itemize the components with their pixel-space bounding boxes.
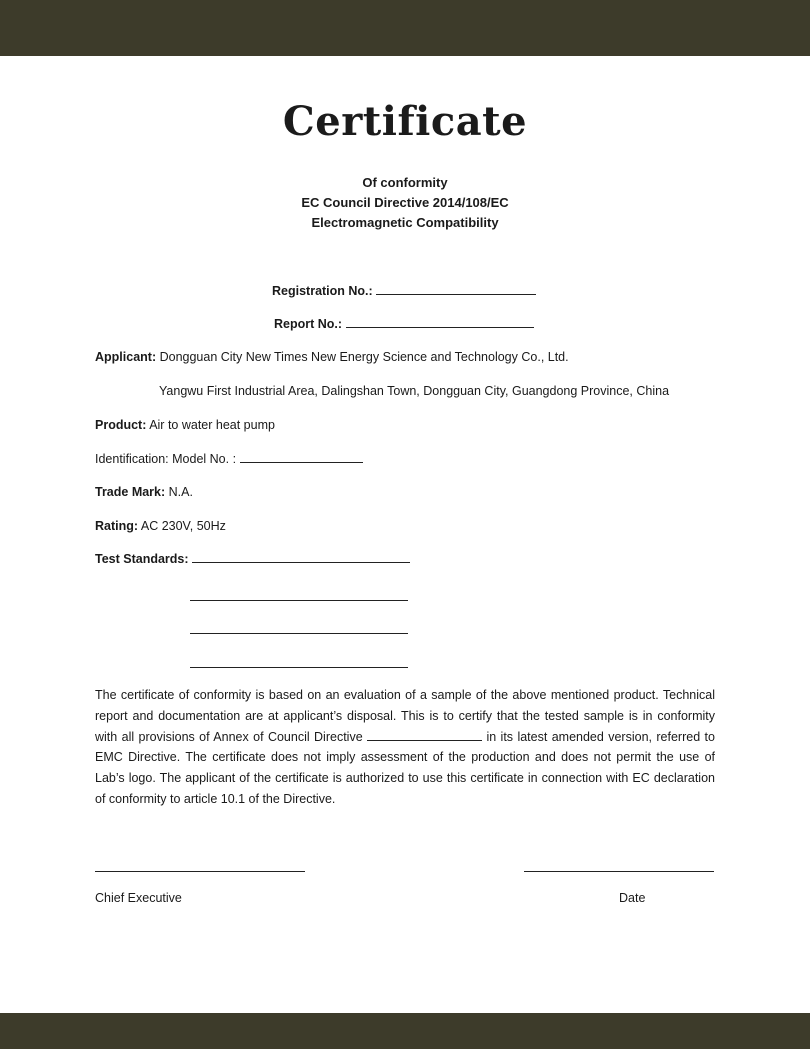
- statement-part-1: The certificate of conformity is based on an evaluation of a sample of the above mentioned product. Technical report and documentation are at applicant’s disposal. This is to certify that the tested sample is in conformity with all provisions of Annex of Council Directive: [95, 688, 715, 744]
- trademark-label: Trade Mark:: [95, 485, 166, 499]
- chief-executive-signature-line[interactable]: [95, 871, 305, 872]
- subtitle-of-conformity: Of conformity: [362, 175, 448, 190]
- product-value: Air to water heat pump: [149, 418, 275, 432]
- trademark-line: [95, 485, 193, 499]
- registration-blank[interactable]: [376, 284, 536, 295]
- rating-label: Rating:: [95, 519, 139, 533]
- registration-line: [272, 284, 536, 298]
- report-label: Report No.:: [274, 317, 343, 331]
- bottom-border-band: [0, 1013, 810, 1049]
- date-label: Date: [619, 891, 646, 905]
- test-standards-blank-1[interactable]: [192, 552, 410, 563]
- test-standards-line: [95, 552, 410, 566]
- subtitle-emc: Electromagnetic Compatibility: [311, 215, 499, 230]
- applicant-address: Yangwu First Industrial Area, Dalingshan Town, Dongguan City, Guangdong Province, China: [159, 384, 670, 398]
- identification-label: Identification: Model No. :: [95, 452, 237, 466]
- trademark-value: N.A.: [168, 485, 193, 499]
- report-line: [274, 317, 534, 331]
- test-standards-blank-2[interactable]: [190, 600, 408, 601]
- test-standards-blank-4[interactable]: [190, 667, 408, 668]
- product-line: [95, 418, 275, 432]
- rating-value: AC 230V, 50Hz: [140, 519, 226, 533]
- report-blank[interactable]: [346, 317, 534, 328]
- test-standards-label: Test Standards:: [95, 552, 189, 566]
- applicant-value: Dongguan City New Times New Energy Science and Technology Co., Ltd.: [159, 350, 569, 364]
- subtitle-directive: EC Council Directive 2014/108/EC: [301, 195, 509, 210]
- rating-line: [95, 519, 226, 533]
- product-label: Product:: [95, 418, 147, 432]
- chief-executive-label: Chief Executive: [95, 891, 182, 905]
- date-signature-line[interactable]: [524, 871, 714, 872]
- statement-part-2: in its latest amended version, referred to EMC Directive. The certificate does not imply assessment of the production and does not permit the use of Lab’s logo. The applicant of the certificate is authorized to use this certificate in connection with EC declaration of conformity to article 10.1 of the Directive.: [95, 729, 715, 806]
- identification-line: [95, 452, 363, 466]
- identification-blank[interactable]: [240, 452, 363, 463]
- certificate-title: Certificate: [282, 98, 528, 145]
- applicant-line: [95, 350, 569, 364]
- test-standards-blank-3[interactable]: [190, 633, 408, 634]
- directive-blank[interactable]: [367, 730, 482, 741]
- registration-label: Registration No.:: [272, 284, 373, 298]
- applicant-label: Applicant:: [95, 350, 157, 364]
- top-border-band: [0, 0, 810, 56]
- conformity-statement: [95, 685, 715, 810]
